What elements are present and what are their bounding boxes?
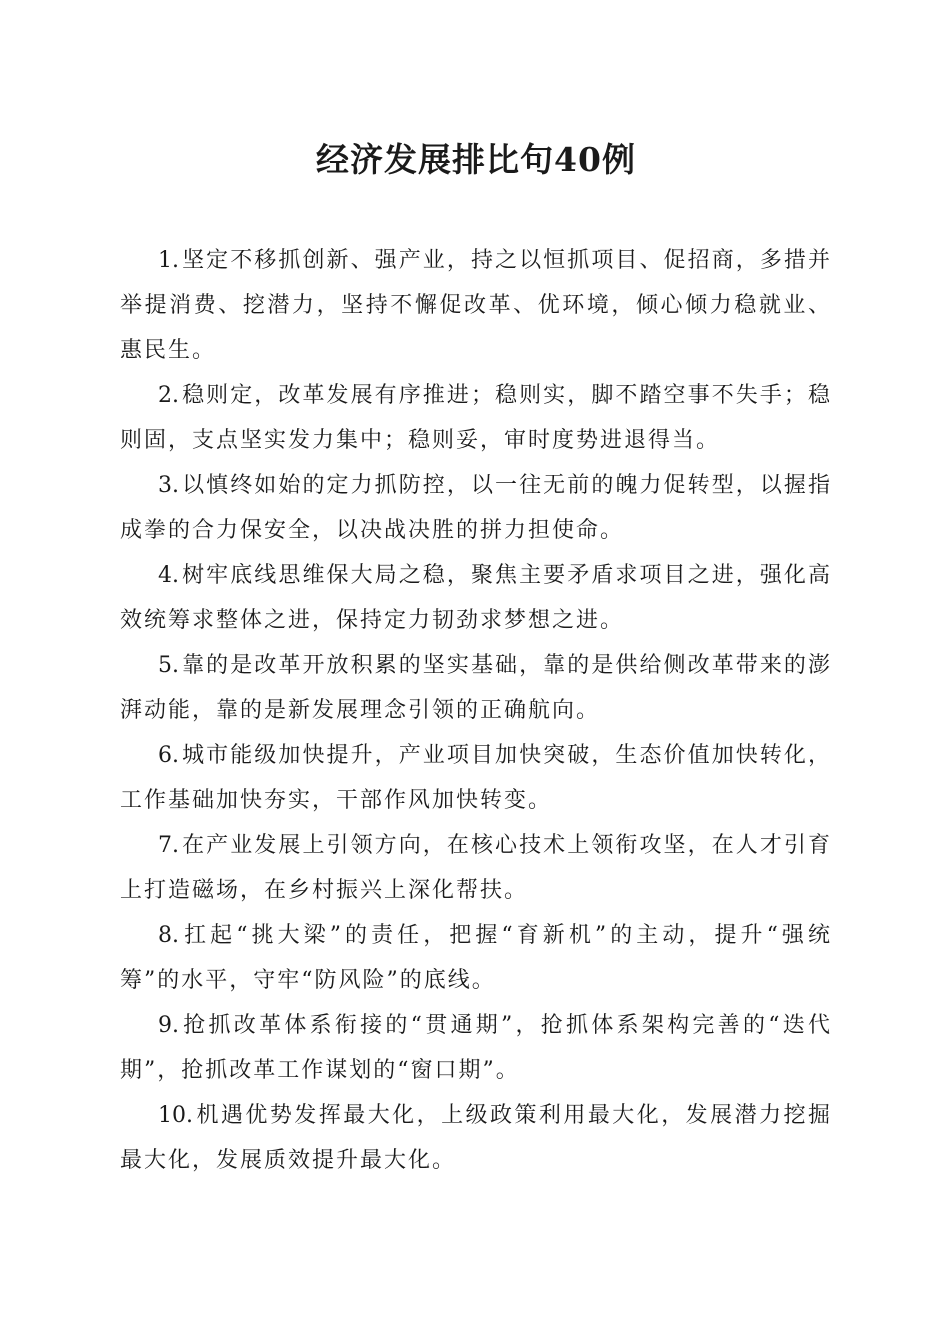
item-number: 6. [158,743,179,768]
item-number: 10. [158,1103,193,1128]
paragraph-item [120,1093,832,1183]
item-text: 城市能级加快提升，产业项目加快突破，生态价值加快转化，工作基础加快夯实，干部作风加快转变。 [120,743,832,813]
item-text: 机遇优势发挥最大化，上级政策利用最大化，发展潜力挖掘最大化，发展质效提升最大化。 [120,1103,832,1173]
item-text: 以慎终如始的定力抓防控，以一往无前的魄力促转型，以握指成拳的合力保安全，以决战决胜的拼力担使命。 [120,473,832,543]
item-text: 靠的是改革开放积累的坚实基础，靠的是供给侧改革带来的澎湃动能，靠的是新发展理念引领的正确航向。 [120,653,832,723]
item-text: 稳则定，改革发展有序推进；稳则实，脚不踏空事不失手；稳则固，支点坚实发力集中；稳则妥，审时度势进退得当。 [120,383,832,453]
document-body [120,238,832,1183]
item-number: 8. [158,923,179,948]
paragraph-item [120,373,832,463]
item-number: 5. [158,653,179,678]
document-title: 经济发展排比句40例 [316,140,636,179]
item-number: 1. [158,248,179,273]
paragraph-item [120,1003,832,1093]
item-text: 抢抓改革体系衔接的“贯通期”，抢抓体系架构完善的“迭代期”，抢抓改革工作谋划的“窗口期”。 [120,1013,832,1083]
paragraph-item [120,913,832,1003]
item-number: 2. [158,383,179,408]
paragraph-item [120,463,832,553]
paragraph-item [120,643,832,733]
item-number: 3. [158,473,179,498]
item-text: 树牢底线思维保大局之稳，聚焦主要矛盾求项目之进，强化高效统筹求整体之进，保持定力韧劲求梦想之进。 [120,563,832,633]
item-number: 4. [158,563,179,588]
item-number: 9. [158,1013,179,1038]
paragraph-item [120,823,832,913]
item-text: 坚定不移抓创新、强产业，持之以恒抓项目、促招商，多措并举提消费、挖潜力，坚持不懈促改革、优环境，倾心倾力稳就业、惠民生。 [120,248,832,363]
item-text: 在产业发展上引领方向，在核心技术上领衔攻坚，在人才引育上打造磁场，在乡村振兴上深化帮扶。 [120,833,832,903]
paragraph-item [120,238,832,373]
paragraph-item [120,733,832,823]
item-text: 扛起“挑大梁”的责任，把握“育新机”的主动，提升“强统筹”的水平，守牢“防风险”的底线。 [120,923,832,993]
paragraph-item [120,553,832,643]
item-number: 7. [158,833,179,858]
